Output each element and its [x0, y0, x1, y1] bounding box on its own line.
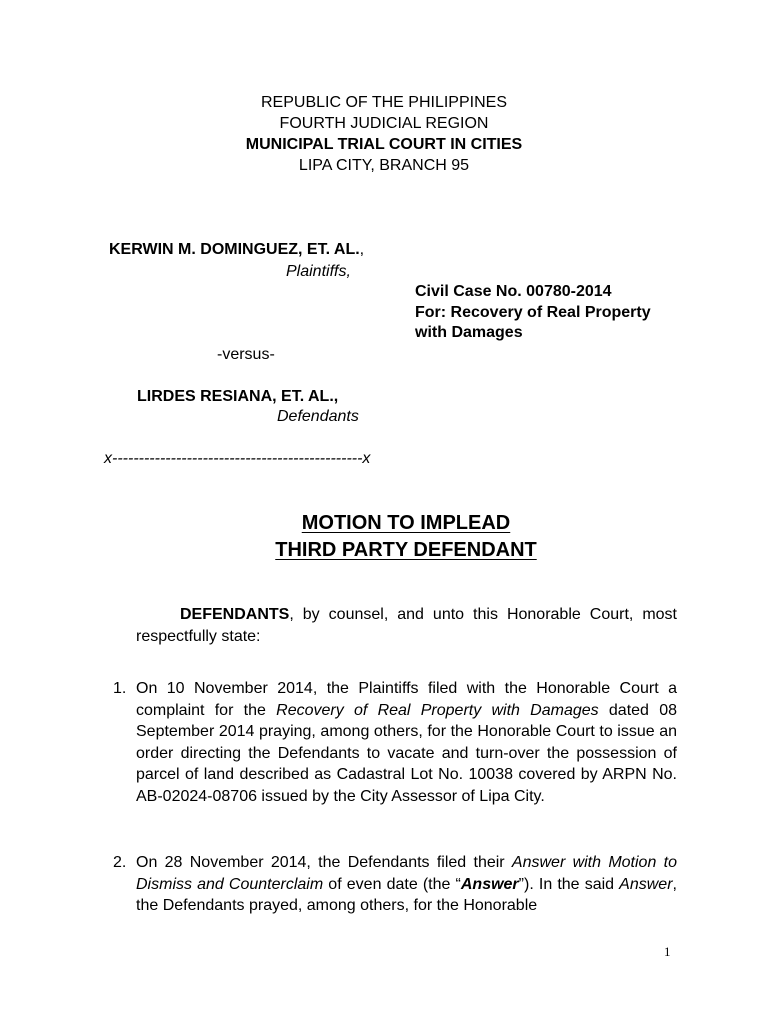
paragraph-body — [136, 852, 677, 917]
paragraph-body — [136, 678, 677, 807]
court-name: MUNICIPAL TRIAL COURT IN CITIES — [245, 136, 523, 153]
plaintiff-line — [109, 240, 364, 260]
versus-label: -versus- — [217, 346, 275, 363]
case-nature-line1: For: Recovery of Real Property — [415, 304, 651, 321]
page-number: 1 — [664, 944, 671, 959]
paragraph-emphasis: Answer — [460, 875, 519, 893]
motion-title-line1-text: MOTION TO IMPLEAD — [301, 512, 511, 534]
motion-title-line2 — [0, 537, 768, 564]
paragraph-text: dated 08 September 2014 praying, among others, for the Honorable Court to issue an order directing the Defendants to vacate and turn-over the possession of parcel of land described as Cadastral Lot No. 10038 covered by ARPN No. AB-02024-08706 issued by the City Assessor of Lipa City. — [136, 701, 677, 805]
paragraph-number: 2. — [113, 854, 127, 871]
paragraph-emphasis: Recovery of Real Property with Damages — [276, 701, 599, 719]
plaintiff-name: KERWIN M. DOMINGUEZ, ET. AL. — [109, 241, 360, 258]
plaintiff-comma: , — [359, 241, 365, 258]
region-line: FOURTH JUDICIAL REGION — [279, 115, 489, 132]
plaintiff-role: Plaintiffs, — [286, 263, 351, 280]
case-number: Civil Case No. 00780-2014 — [415, 283, 612, 300]
intro-paragraph — [136, 604, 677, 647]
motion-title-line2-text: THIRD PARTY DEFENDANT — [275, 539, 537, 561]
defendant-name: LIRDES RESIANA, ET. AL., — [137, 388, 339, 405]
branch-line: LIPA CITY, BRANCH 95 — [298, 157, 470, 174]
paragraph-text: On 10 November 2014, the Plaintiffs filed with the Honorable Court a complaint for the — [136, 680, 677, 719]
paragraph-text: On 28 November 2014, the Defendants filed their — [136, 854, 512, 871]
defendant-role: Defendants — [277, 408, 359, 425]
case-nature-line2: with Damages — [415, 324, 523, 341]
paragraph-emphasis: Answer — [619, 875, 673, 893]
numbered-paragraph-2 — [113, 852, 677, 917]
paragraph-emphasis: Answer with Motion to Dismiss and Counterclaim — [136, 854, 677, 893]
intro-text: , by counsel, and unto this Honorable Court, most respectfully state: — [136, 606, 677, 645]
paragraph-number: 1. — [113, 680, 127, 697]
paragraph-text: , the Defendants prayed, among others, for the Honorable — [136, 875, 677, 914]
caption-separator: x-----------------------------------------------x — [104, 450, 371, 467]
intro-lead: DEFENDANTS — [180, 606, 290, 623]
paragraph-text: of even date (the “ — [323, 875, 461, 893]
numbered-paragraph-1 — [113, 678, 677, 807]
republic-line: REPUBLIC OF THE PHILIPPINES — [261, 94, 507, 111]
motion-title-line1 — [0, 510, 768, 537]
paragraph-text: ”). In the said — [518, 875, 620, 893]
